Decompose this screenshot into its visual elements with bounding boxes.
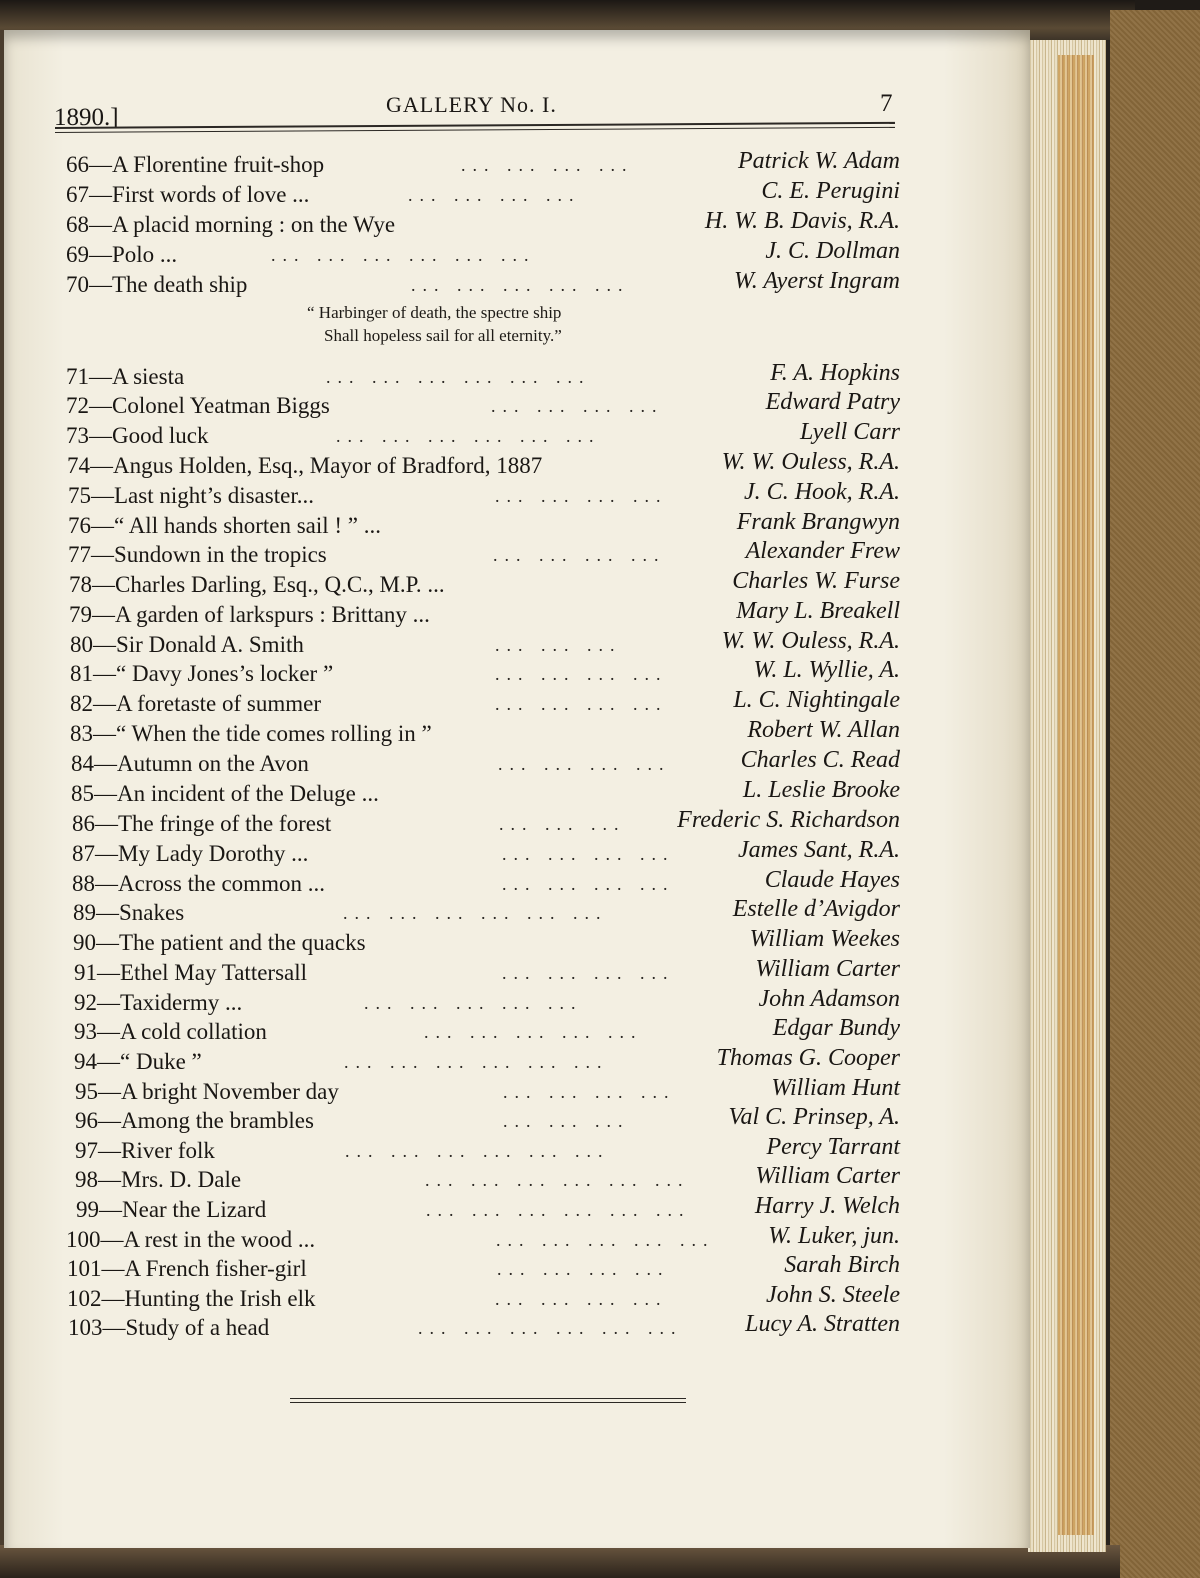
dot-leader: ... ... ... ... ... ... (271, 245, 536, 265)
dot-leader: ... ... ... ... ... (496, 1230, 715, 1250)
entry-title: 73—Good luck (66, 423, 209, 448)
entry-artist: L. Leslie Brooke (742, 777, 900, 803)
running-head-year: 1890.] (54, 104, 119, 131)
dot-leader: ... ... ... ... (502, 874, 675, 894)
entry-artist: Percy Tarrant (766, 1134, 900, 1160)
dot-leader: ... ... ... ... ... (364, 993, 583, 1013)
entry-artist: John Adamson (758, 986, 900, 1012)
entry-artist: J. C. Hook, R.A. (744, 479, 900, 505)
dot-leader: ... ... ... ... (498, 754, 671, 774)
entry-artist: W. W. Ouless, R.A. (721, 449, 900, 475)
dot-leader: ... ... ... ... (495, 664, 668, 684)
entry-artist: William Weekes (749, 926, 900, 952)
entry-title: 94—“ Duke ” (74, 1049, 202, 1074)
dot-leader: ... ... ... ... (493, 545, 666, 565)
catalogue-entry (66, 1225, 900, 1255)
entry-title: 103—Study of a head (68, 1315, 270, 1340)
entry-title: 71—A siesta (66, 364, 185, 389)
entry-title: 96—Among the brambles (75, 1108, 314, 1133)
entry-artist: Patrick W. Adam (738, 148, 900, 174)
gilt-page-edge (1058, 55, 1094, 1535)
dot-leader: ... ... ... ... ... ... (343, 903, 608, 923)
entry-artist: John S. Steele (766, 1282, 900, 1308)
quote-line: Shall hopeless sail for all eternity.” (324, 326, 562, 345)
entry-artist: W. L. Wyllie, A. (753, 657, 900, 683)
entry-title: 78—Charles Darling, Esq., Q.C., M.P. ... (69, 572, 445, 597)
entry-title: 72—Colonel Yeatman Biggs (66, 393, 330, 418)
entry-title: 81—“ Davy Jones’s locker ” (70, 661, 334, 686)
entry-artist: W. Ayerst Ingram (733, 268, 900, 294)
book-cover-bottom (0, 1545, 1120, 1578)
entry-title: 80—Sir Donald A. Smith (70, 632, 304, 657)
entry-title: 99—Near the Lizard (76, 1197, 267, 1222)
dot-leader: ... ... ... ... (408, 185, 581, 205)
entry-artist: L. C. Nightingale (733, 687, 900, 713)
quote-line: “ Harbinger of death, the spectre ship (307, 303, 562, 322)
catalogue-entry (66, 391, 900, 421)
book-cover-right (1110, 10, 1200, 1578)
entry-title: 88—Across the common ... (72, 871, 325, 896)
entry-artist: Lucy A. Stratten (745, 1311, 900, 1337)
entry-artist: W. Luker, jun. (768, 1223, 900, 1249)
end-rule (290, 1398, 686, 1399)
entry-artist: Lyell Carr (800, 419, 900, 445)
entry-artist: F. A. Hopkins (770, 360, 900, 386)
entry-title: 102—Hunting the Irish elk (67, 1286, 316, 1311)
entry-artist: H. W. B. Davis, R.A. (704, 208, 900, 234)
entry-artist: Claude Hayes (764, 867, 900, 893)
entry-artist: James Sant, R.A. (738, 837, 900, 863)
entry-title: 90—The patient and the quacks (73, 930, 366, 955)
entry-title: 76—“ All hands shorten sail ! ” ... (68, 513, 382, 538)
dot-leader: ... ... ... ... ... ... (344, 1052, 609, 1072)
entry-title: 84—Autumn on the Avon (71, 751, 309, 776)
dot-leader: ... ... ... (499, 814, 626, 834)
entry-artist: Charles W. Furse (732, 568, 900, 594)
entry-artist: Thomas G. Cooper (716, 1045, 900, 1071)
entry-artist: Edgar Bundy (772, 1015, 900, 1041)
entry-title: 77—Sundown in the tropics (68, 542, 327, 567)
entry-artist: William Carter (755, 956, 900, 982)
entry-title: 91—Ethel May Tattersall (74, 960, 308, 985)
entry-title: 68—A placid morning : on the Wye (66, 212, 396, 237)
entry-artist: Estelle d’Avigdor (732, 896, 900, 922)
dot-leader: ... ... ... (503, 1111, 630, 1131)
entry-artist: J. C. Dollman (765, 238, 900, 264)
entry-artist: Sarah Birch (784, 1252, 900, 1278)
entry-title: 75—Last night’s disaster... (68, 483, 314, 508)
entry-title: 89—Snakes (73, 900, 185, 925)
dot-leader: ... ... ... ... ... ... (425, 1170, 690, 1190)
dot-leader: ... ... ... (495, 635, 622, 655)
entry-title: 98—Mrs. D. Dale (75, 1167, 242, 1192)
dot-leader: ... ... ... ... (495, 486, 668, 506)
entry-artist: Frank Brangwyn (736, 509, 900, 535)
entry-title: 97—River folk (75, 1138, 215, 1163)
entry-artist: W. W. Ouless, R.A. (721, 628, 900, 654)
entry-artist: Val C. Prinsep, A. (728, 1104, 900, 1130)
entry-title: 69—Polo ... (66, 242, 178, 267)
entry-artist: Edward Patry (765, 389, 900, 415)
dot-leader: ... ... ... ... ... ... (426, 1200, 691, 1220)
catalogue-entry (68, 1313, 900, 1343)
dot-leader: ... ... ... ... (503, 1082, 676, 1102)
dot-leader: ... ... ... ... ... (424, 1022, 643, 1042)
entry-title: 83—“ When the tide comes rolling in ” (70, 721, 432, 746)
dot-leader: ... ... ... ... (495, 694, 668, 714)
entry-artist: William Hunt (771, 1075, 900, 1101)
entry-artist: Frederic S. Richardson (677, 807, 900, 833)
page-number: 7 (880, 90, 893, 117)
entry-artist: Charles C. Read (740, 747, 900, 773)
entry-artist: C. E. Perugini (761, 178, 900, 204)
running-head-title: GALLERY No. I. (386, 92, 557, 117)
entry-title: 79—A garden of larkspurs : Brittany ... (69, 602, 430, 627)
entry-title: 93—A cold collation (74, 1019, 267, 1044)
entry-title: 74—Angus Holden, Esq., Mayor of Bradford, 1887 (67, 453, 543, 478)
entry-title: 86—The fringe of the forest (72, 811, 332, 836)
entry-title: 67—First words of love ... (66, 182, 310, 207)
dot-leader: ... ... ... ... ... (411, 275, 630, 295)
entry-title: 92—Taxidermy ... (74, 990, 243, 1015)
entry-artist: William Carter (755, 1163, 900, 1189)
entry-title: 100—A rest in the wood ... (66, 1227, 316, 1252)
entry-title: 66—A Florentine fruit-shop (66, 152, 325, 177)
catalogue-entry (66, 270, 900, 300)
entry-title: 95—A bright November day (75, 1079, 339, 1104)
dot-leader: ... ... ... ... ... ... (336, 426, 601, 446)
entry-artist: Harry J. Welch (754, 1193, 900, 1219)
end-rule (290, 1402, 686, 1403)
dot-leader: ... ... ... ... ... ... (326, 367, 591, 387)
entry-title: 82—A foretaste of summer (70, 691, 322, 716)
entry-artist: Mary L. Breakell (736, 598, 900, 624)
entry-title: 101—A French fisher-girl (67, 1256, 307, 1281)
entry-artist: Robert W. Allan (747, 717, 900, 743)
dot-leader: ... ... ... ... (491, 396, 664, 416)
entry-title: 85—An incident of the Deluge ... (71, 781, 379, 806)
dot-leader: ... ... ... ... ... ... (345, 1141, 610, 1161)
dot-leader: ... ... ... ... (461, 155, 634, 175)
dot-leader: ... ... ... ... (495, 1289, 668, 1309)
entry-artist: Alexander Frew (745, 538, 900, 564)
dot-leader: ... ... ... ... (502, 844, 675, 864)
dot-leader: ... ... ... ... (502, 963, 675, 983)
entry-title: 87—My Lady Dorothy ... (72, 841, 309, 866)
dot-leader: ... ... ... ... (497, 1259, 670, 1279)
entry-title: 70—The death ship (66, 272, 248, 297)
dot-leader: ... ... ... ... ... ... (418, 1318, 683, 1338)
